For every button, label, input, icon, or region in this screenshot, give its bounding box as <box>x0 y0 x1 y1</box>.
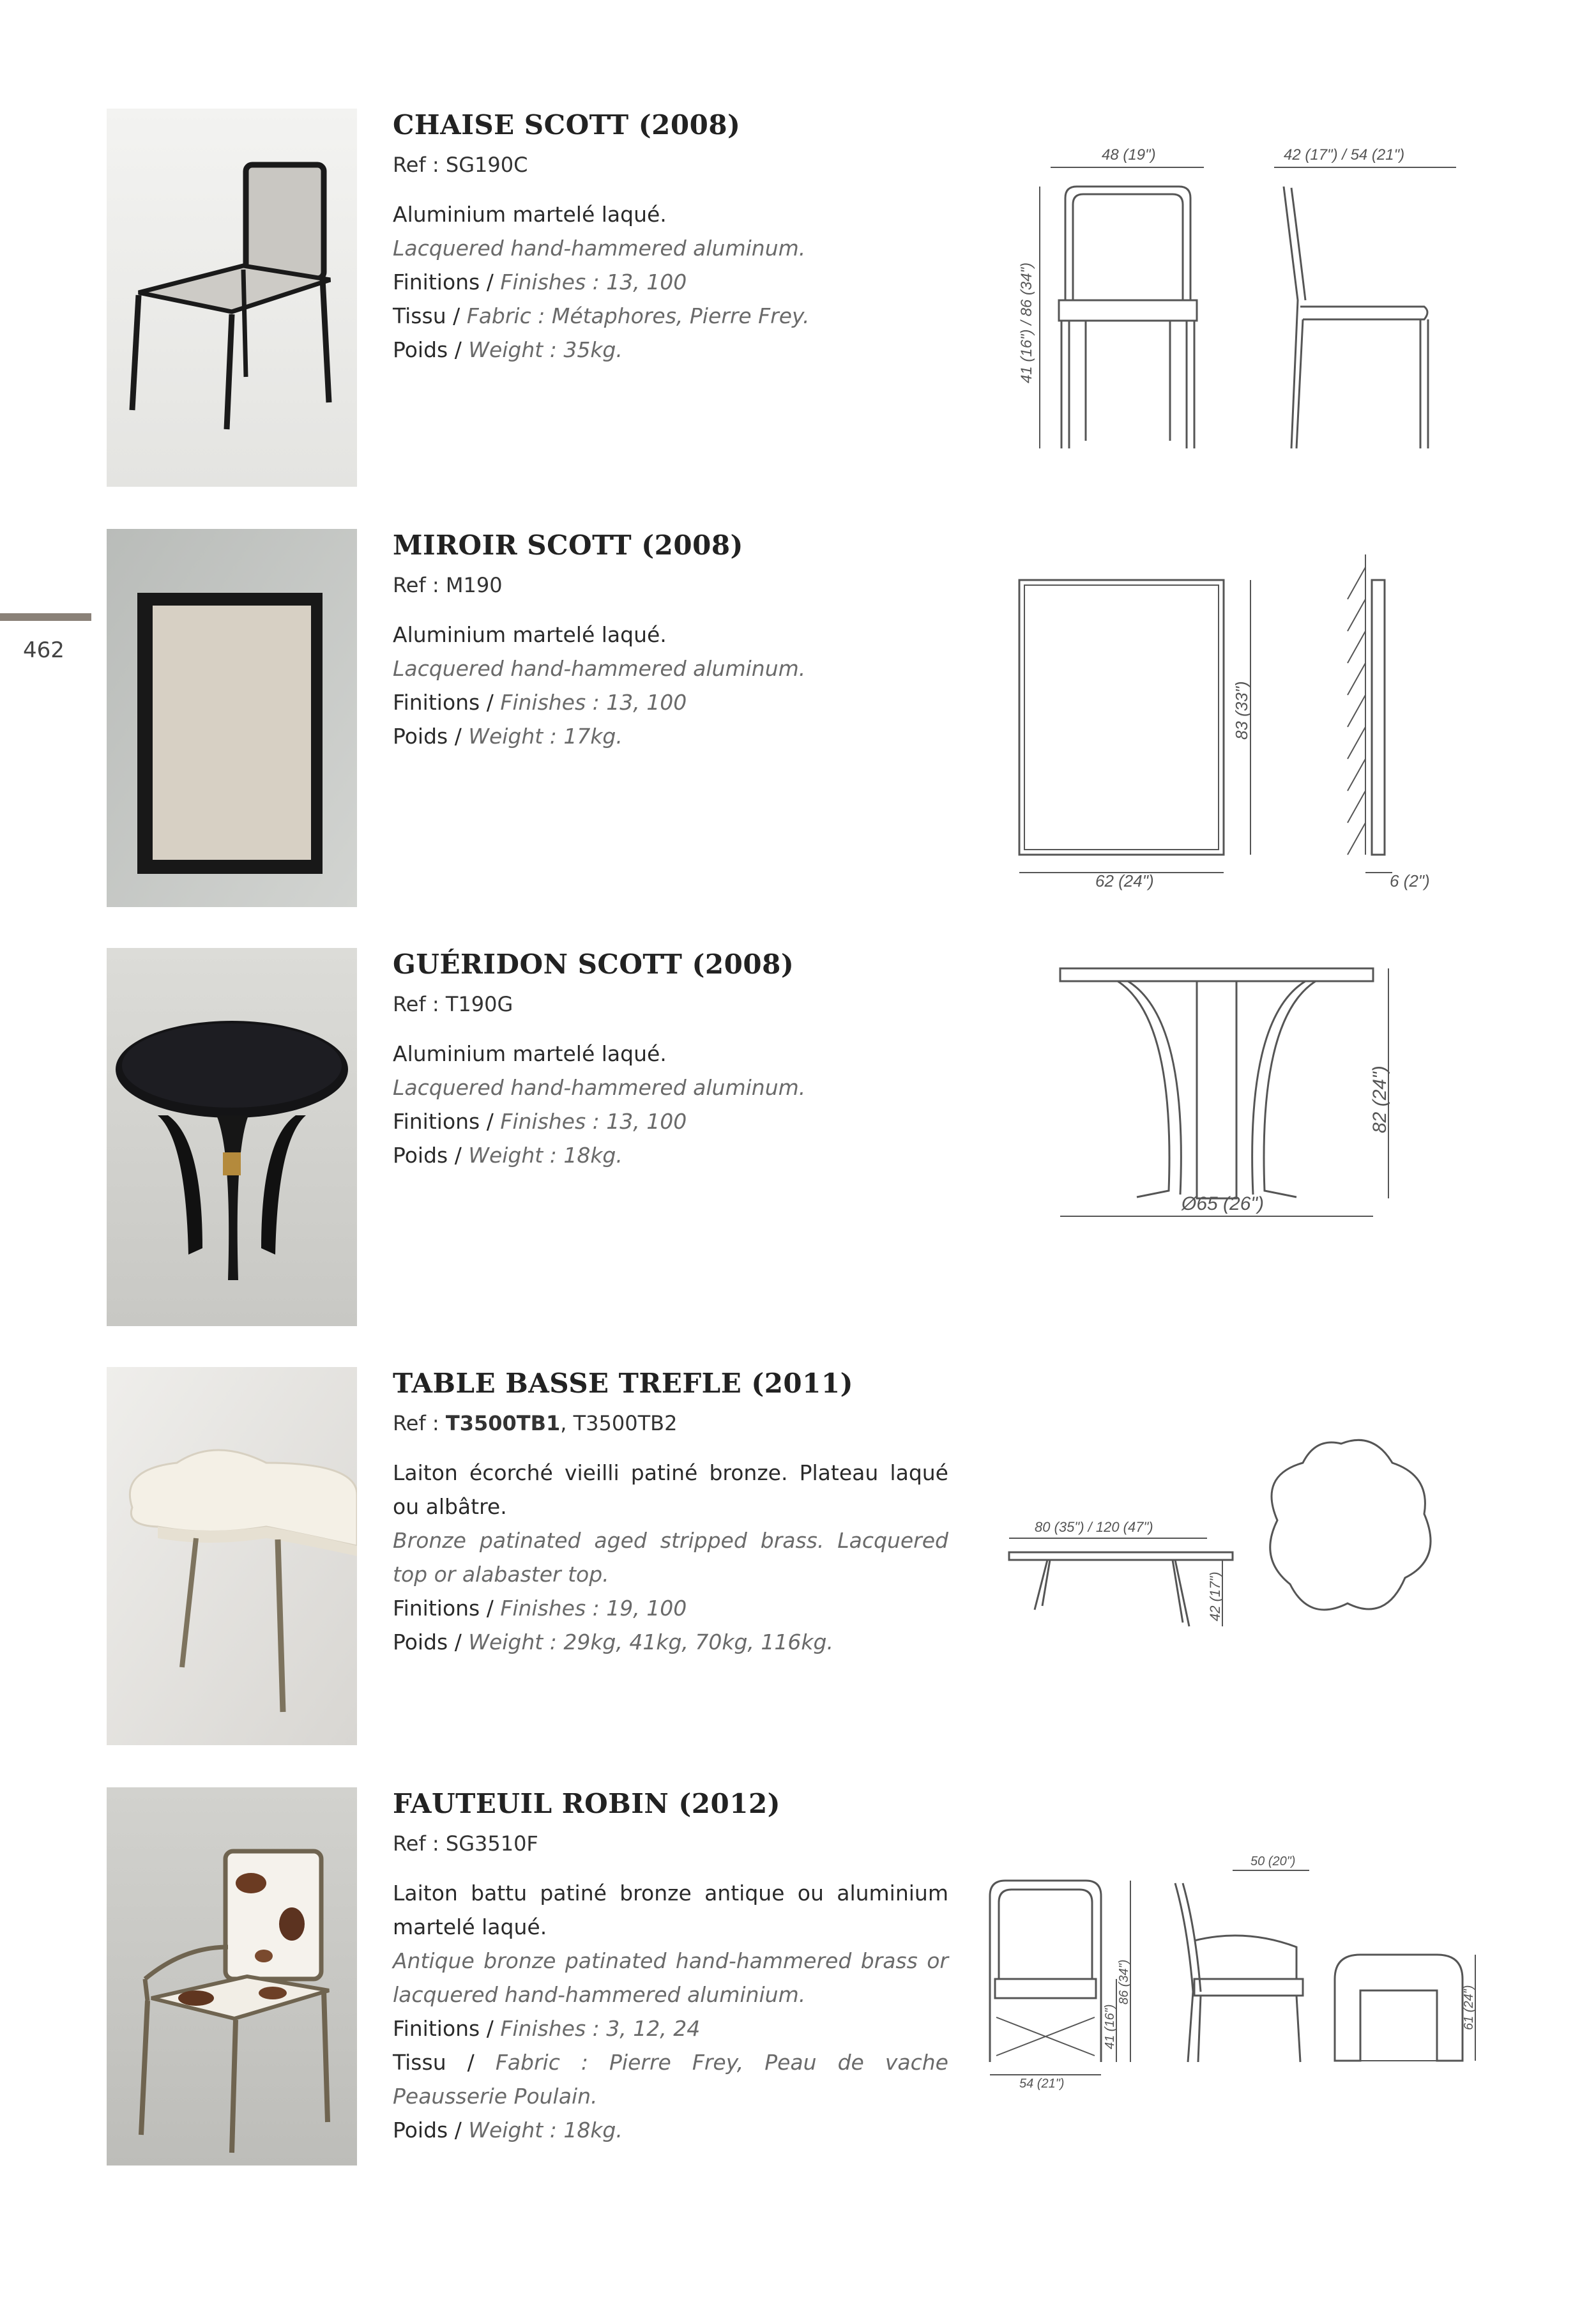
dim-seat-height: 41 (16") <box>1103 2004 1117 2049</box>
material-fr: Laiton écorché vieilli patiné bronze. Plateau laqué ou albâtre. <box>393 1460 948 1519</box>
finishes-line: Finitions / Finishes : 13, 100 <box>393 1109 687 1134</box>
dim-height: 41 (16") / 86 (34") <box>1018 262 1035 383</box>
product-ref: Ref : T190G <box>393 992 513 1016</box>
dim-depth: 6 (2") <box>1390 871 1430 890</box>
product-text <box>393 529 948 753</box>
product-photo-fauteuil <box>107 1787 357 2165</box>
technical-drawing-table-trefle <box>984 1367 1494 1750</box>
technical-drawing-miroir <box>984 529 1494 912</box>
product-fauteuil-robin <box>0 1787 1596 2171</box>
dim-width: 54 (21") <box>1019 2077 1065 2091</box>
page-number: 462 <box>23 638 65 663</box>
dim-width: 48 (19") <box>1102 146 1156 164</box>
product-title: CHAISE SCOTT (2008) <box>393 109 741 141</box>
product-photo-miroir <box>107 529 357 907</box>
product-ref: Ref : T3500TB1, T3500TB2 <box>393 1411 678 1435</box>
dim-height: 82 (24") <box>1369 1066 1390 1133</box>
product-title: GUÉRIDON SCOTT (2008) <box>393 949 794 980</box>
product-ref: Ref : SG190C <box>393 153 528 177</box>
technical-drawing-gueridon <box>1009 948 1494 1331</box>
product-chaise-scott <box>0 109 1596 492</box>
product-miroir-scott <box>0 529 1596 912</box>
technical-drawing-chaise <box>984 109 1494 492</box>
material-en: Lacquered hand-hammered aluminum. <box>393 1075 806 1100</box>
material-en: Lacquered hand-hammered aluminum. <box>393 236 806 261</box>
material-fr: Aluminium martelé laqué. <box>393 622 667 647</box>
product-text <box>393 1787 948 2147</box>
finishes-line: Finitions / Finishes : 13, 100 <box>393 270 687 294</box>
dim-top-depth: 61 (24") <box>1462 1985 1476 2030</box>
weight-line: Poids / Weight : 29kg, 41kg, 70kg, 116kg. <box>393 1630 833 1654</box>
technical-drawing-fauteuil <box>977 1787 1488 2171</box>
weight-line: Poids / Weight : 18kg. <box>393 2118 623 2143</box>
product-photo-table-trefle <box>107 1367 357 1745</box>
material-en: Antique bronze patinated hand-hammered brass or lacquered hand-hammered aluminium. <box>393 1948 948 2007</box>
finishes-line: Finitions / Finishes : 3, 12, 24 <box>393 2016 701 2041</box>
product-photo-chaise <box>107 109 357 487</box>
finishes-line: Finitions / Finishes : 13, 100 <box>393 690 687 715</box>
dim-diameter: Ø65 (26") <box>1182 1193 1265 1214</box>
product-title: MIROIR SCOTT (2008) <box>393 530 743 561</box>
product-title: TABLE BASSE TREFLE (2011) <box>393 1368 853 1399</box>
material-fr: Aluminium martelé laqué. <box>393 202 667 227</box>
product-text <box>393 109 948 367</box>
weight-line: Poids / Weight : 18kg. <box>393 1143 623 1168</box>
dim-height: 42 (17") <box>1207 1571 1223 1621</box>
material-en: Lacquered hand-hammered aluminum. <box>393 656 806 681</box>
finishes-line: Finitions / Finishes : 19, 100 <box>393 1596 687 1621</box>
fabric-line: Tissu / Fabric : Métaphores, Pierre Frey. <box>393 303 810 328</box>
product-title: FAUTEUIL ROBIN (2012) <box>393 1788 781 1819</box>
dim-width: 80 (35") / 120 (47") <box>1035 1519 1153 1535</box>
product-text <box>393 948 948 1172</box>
product-table-basse-trefle <box>0 1367 1596 1750</box>
dim-height: 83 (33") <box>1232 681 1251 740</box>
dim-depth: 50 (20") <box>1250 1854 1296 1868</box>
product-ref: Ref : SG3510F <box>393 1831 538 1856</box>
product-photo-gueridon <box>107 948 357 1326</box>
dim-height: 86 (34") <box>1117 1959 1131 2005</box>
product-text <box>393 1367 948 1659</box>
product-gueridon-scott <box>0 948 1596 1331</box>
material-fr: Laiton battu patiné bronze antique ou aluminium martelé laqué. <box>393 1881 948 1939</box>
fabric-line: Tissu / Fabric : Pierre Frey, Peau de vache Peausserie Poulain. <box>393 2050 948 2109</box>
dim-width: 62 (24") <box>1095 871 1154 890</box>
material-en: Bronze patinated aged stripped brass. Lacquered top or alabaster top. <box>393 1528 948 1587</box>
weight-line: Poids / Weight : 17kg. <box>393 724 623 749</box>
dim-depth: 42 (17") / 54 (21") <box>1284 146 1405 164</box>
weight-line: Poids / Weight : 35kg. <box>393 337 623 362</box>
material-fr: Aluminium martelé laqué. <box>393 1041 667 1066</box>
product-ref: Ref : M190 <box>393 573 503 597</box>
